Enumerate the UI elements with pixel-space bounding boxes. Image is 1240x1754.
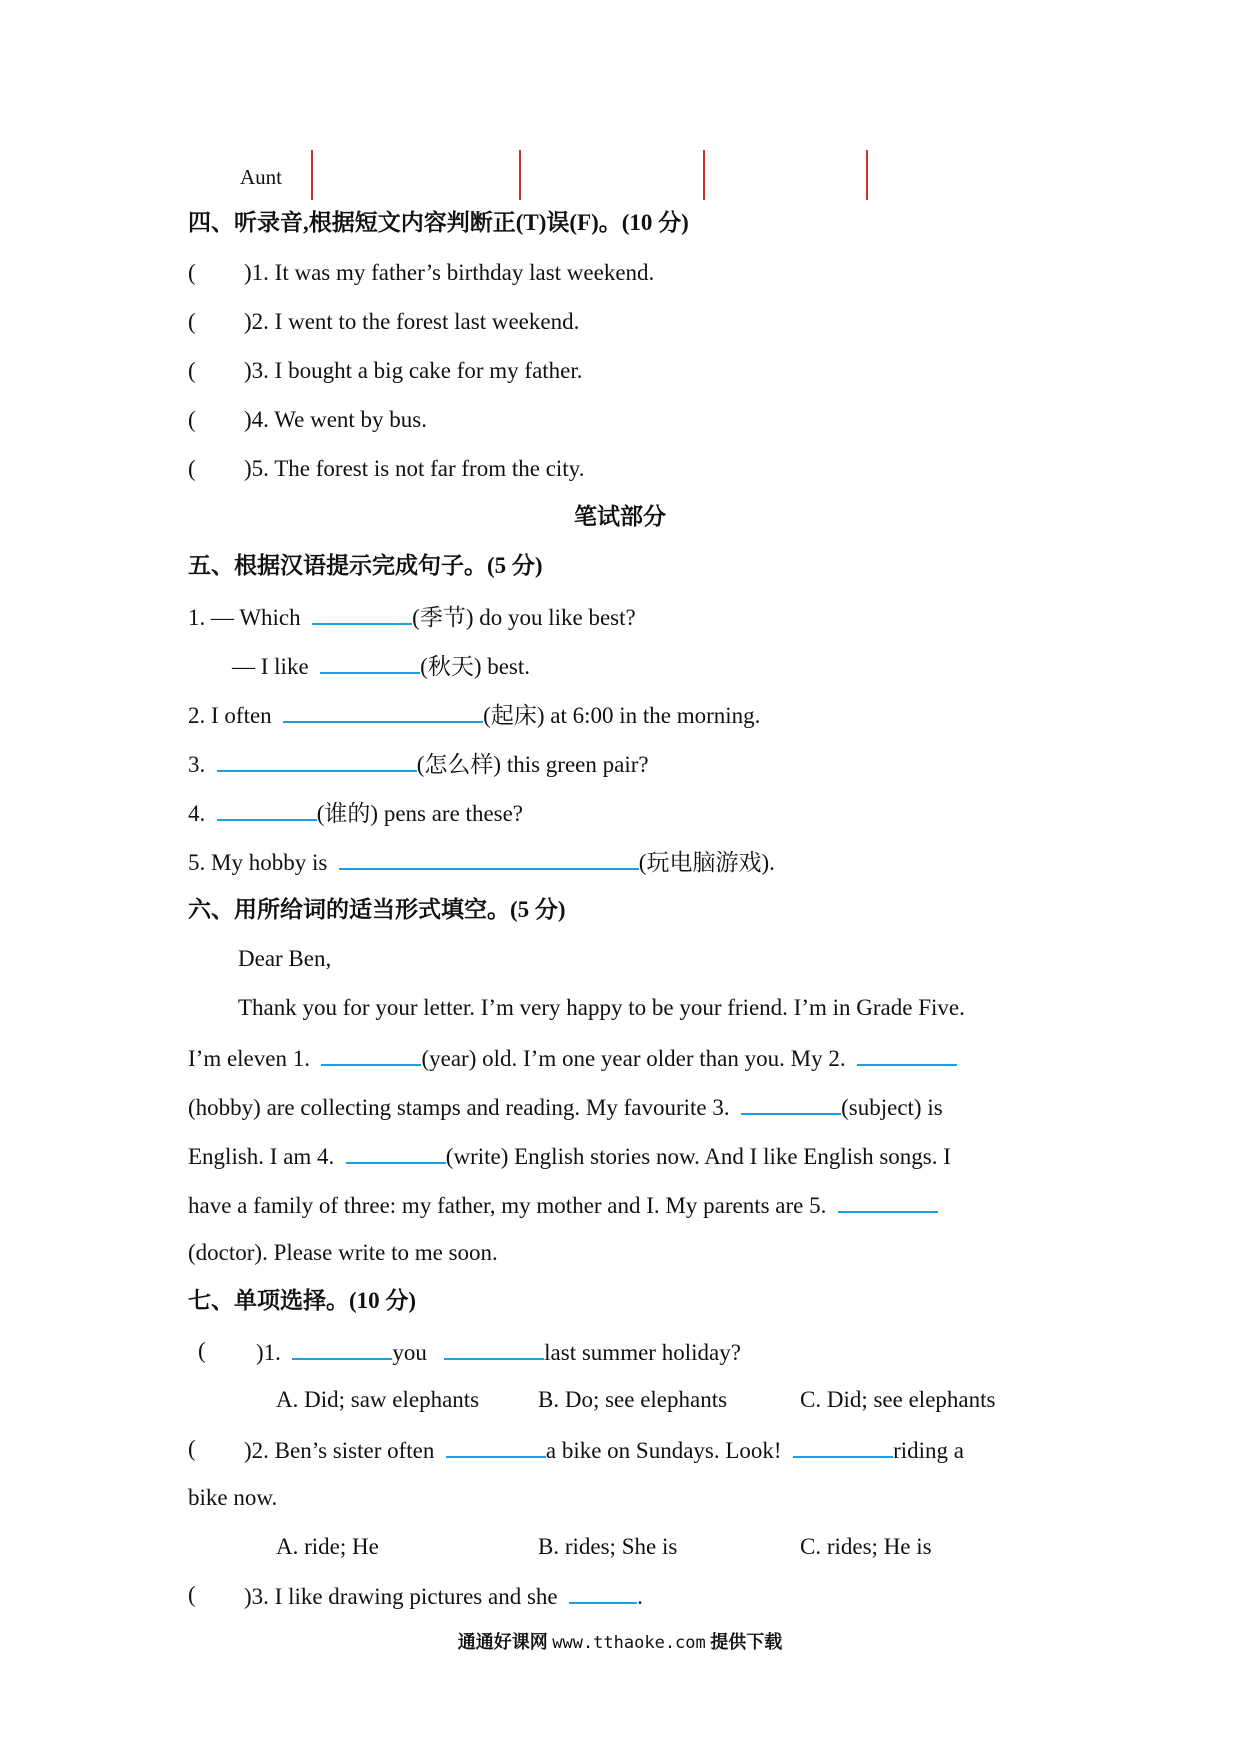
answer-paren[interactable]: ( — [188, 1436, 196, 1461]
letter-greeting: Dear Ben, — [238, 946, 332, 971]
mc-q1-option-c[interactable]: C. Did; see elephants — [800, 1387, 996, 1412]
mc-q2-option-c[interactable]: C. rides; He is — [800, 1534, 932, 1559]
footer-url[interactable]: www.tthaoke.com — [552, 1633, 706, 1653]
page-footer — [0, 1628, 1240, 1654]
answer-paren[interactable]: ( — [188, 358, 196, 383]
q5-5: 5. My hobby is (玩电脑游戏). — [188, 846, 775, 878]
mc-q1: )1. you last summer holiday? — [256, 1336, 741, 1368]
mc-q2-option-a[interactable]: A. ride; He — [276, 1534, 379, 1559]
blank[interactable] — [312, 601, 412, 625]
section-4-heading: 四、听录音,根据短文内容判断正(T)误(F)。(10 分) — [188, 210, 689, 235]
answer-paren[interactable]: ( — [188, 1582, 196, 1607]
blank[interactable] — [339, 846, 639, 870]
blank[interactable] — [283, 699, 483, 723]
letter-line-3: (hobby) are collecting stamps and reading. My favourite 3. (subject) is — [188, 1091, 943, 1123]
letter-line-6: (doctor). Please write to me soon. — [188, 1240, 498, 1265]
blank[interactable] — [321, 1042, 421, 1066]
letter-line-2: I’m eleven 1. (year) old. I’m one year older than you. My 2. — [188, 1042, 957, 1074]
q5-4: 4. (谁的) pens are these? — [188, 797, 523, 829]
blank[interactable] — [320, 650, 420, 674]
blank[interactable] — [741, 1091, 841, 1115]
blank[interactable] — [857, 1042, 957, 1066]
footer-tail: 提供下载 — [710, 1632, 783, 1652]
answer-paren[interactable]: ( — [198, 1338, 206, 1363]
mc-q3: )3. I like drawing pictures and she . — [244, 1580, 643, 1612]
blank[interactable] — [793, 1434, 893, 1458]
answer-paren[interactable]: ( — [188, 407, 196, 432]
mc-q2-continuation: bike now. — [188, 1485, 278, 1510]
answer-paren[interactable]: ( — [188, 260, 196, 285]
table-divider — [703, 150, 705, 200]
letter-line-4: English. I am 4. (write) English stories now. And I like English songs. I — [188, 1140, 951, 1172]
answer-paren[interactable]: ( — [188, 309, 196, 334]
q5-1b: — I like (秋天) best. — [232, 650, 530, 682]
tf-item-3: )3. I bought a big cake for my father. — [244, 358, 583, 383]
section-5-heading: 五、根据汉语提示完成句子。(5 分) — [188, 553, 543, 578]
blank[interactable] — [346, 1140, 446, 1164]
mc-q1-option-b[interactable]: B. Do; see elephants — [538, 1387, 728, 1412]
tf-item-5: )5. The forest is not far from the city. — [244, 456, 585, 481]
written-part-title: 笔试部分 — [574, 504, 666, 529]
blank[interactable] — [217, 797, 317, 821]
table-divider — [311, 150, 313, 200]
letter-line-1: Thank you for your letter. I’m very happy to be your friend. I’m in Grade Five. — [238, 995, 965, 1020]
table-row-label: Aunt — [240, 165, 282, 189]
q5-2: 2. I often (起床) at 6:00 in the morning. — [188, 699, 760, 731]
blank[interactable] — [217, 748, 417, 772]
blank[interactable] — [444, 1336, 544, 1360]
q5-1a: 1. — Which (季节) do you like best? — [188, 601, 636, 633]
tf-item-2: )2. I went to the forest last weekend. — [244, 309, 580, 334]
q5-3: 3. (怎么样) this green pair? — [188, 748, 649, 780]
tf-item-1: )1. It was my father’s birthday last weekend. — [244, 260, 655, 285]
tf-item-4: )4. We went by bus. — [244, 407, 427, 432]
mc-q2-option-b[interactable]: B. rides; She is — [538, 1534, 678, 1559]
table-divider — [519, 150, 521, 200]
section-7-heading: 七、单项选择。(10 分) — [188, 1288, 417, 1313]
blank[interactable] — [292, 1336, 392, 1360]
blank[interactable] — [446, 1434, 546, 1458]
blank[interactable] — [838, 1189, 938, 1213]
footer-site: 通通好课网 — [457, 1632, 548, 1652]
letter-line-5: have a family of three: my father, my mother and I. My parents are 5. — [188, 1189, 938, 1221]
table-divider — [866, 150, 868, 200]
blank[interactable] — [569, 1580, 637, 1604]
mc-q2: )2. Ben’s sister often a bike on Sundays. Look! riding a — [244, 1434, 964, 1466]
answer-paren[interactable]: ( — [188, 456, 196, 481]
section-6-heading: 六、用所给词的适当形式填空。(5 分) — [188, 897, 566, 922]
mc-q1-option-a[interactable]: A. Did; saw elephants — [276, 1387, 480, 1412]
